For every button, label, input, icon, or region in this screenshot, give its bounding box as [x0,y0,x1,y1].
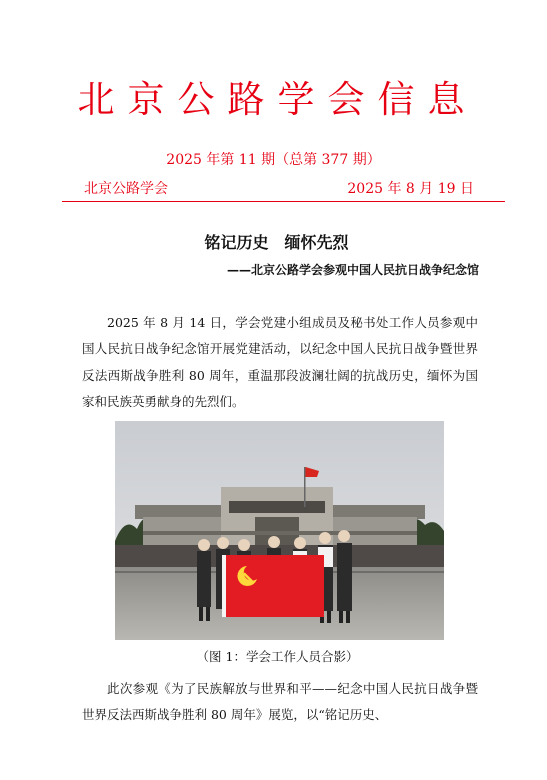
article-title: 铭记历史 缅怀先烈 [204,233,349,252]
article-subtitle: ——北京公路学会参观中国人民抗日战争纪念馆 [226,263,479,277]
article-paragraph-1: 2025 年 8 月 14 日，学会党建小组成员及秘书处工作人员参观中国人民抗日战争纪念馆开展党建活动，以纪念中国人民抗日战争暨世界反法西斯战争胜利 80 周年，重温那段波澜壮阔的抗战历史，缅怀为国家和民族英勇献身的先烈们。 [82,315,478,409]
organization-name: 北京公路学会 [84,181,168,197]
issue-number: 2025 年第 11 期（总第 377 期） [166,152,381,168]
article-paragraph-2: 此次参观《为了民族解放与世界和平——纪念中国人民抗日战争暨世界反法西斯战争胜利 80 周年》展览，以“铭记历史、 [82,681,478,723]
masthead-title: 北京公路学会信息 [77,78,478,121]
group-photo [115,421,444,640]
publish-date: 2025 年 8 月 19 日 [347,181,474,197]
header-divider [62,201,505,202]
photo-caption: （图 1：学会工作人员合影） [196,649,359,664]
